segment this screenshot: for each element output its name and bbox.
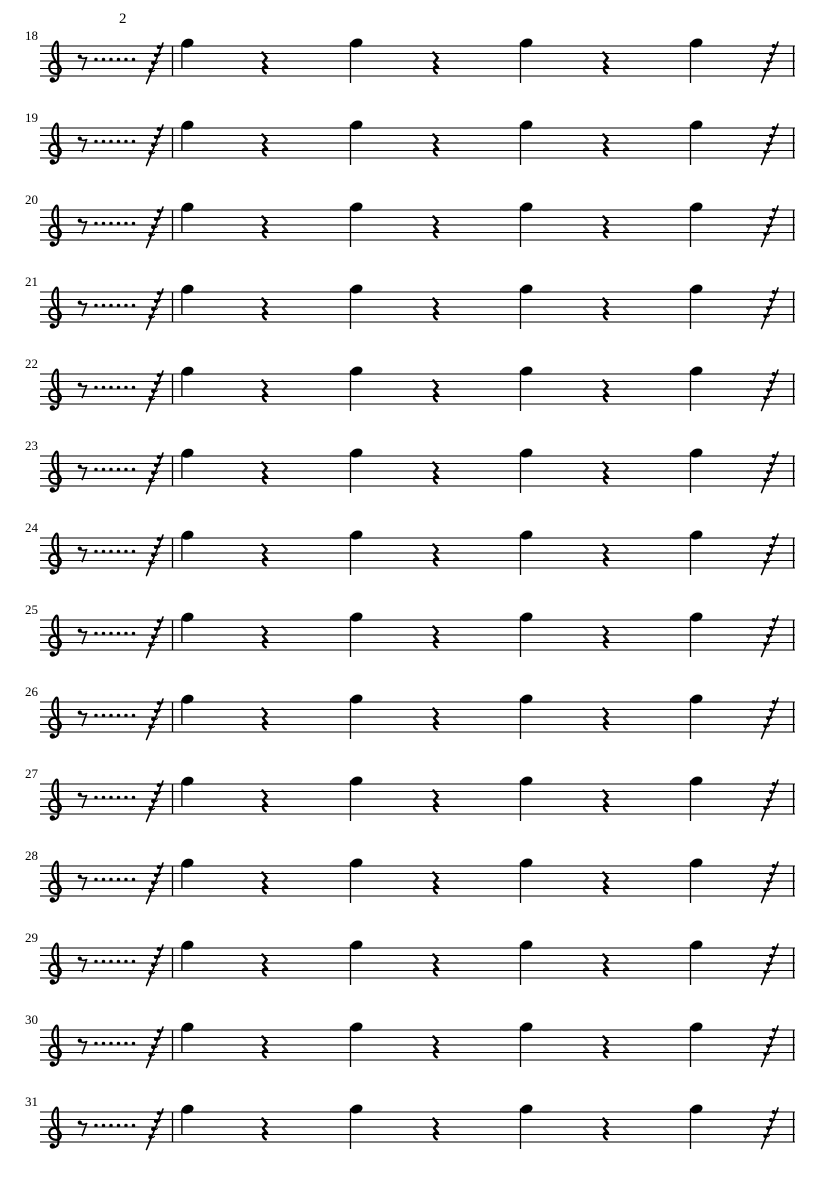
system-number: 31 — [25, 1094, 38, 1109]
staff-system — [0, 436, 835, 512]
staff-notation — [36, 26, 801, 102]
staff-system — [0, 354, 835, 430]
system-number: 21 — [25, 274, 38, 289]
staff-notation — [36, 518, 801, 594]
staff-notation — [36, 190, 801, 266]
system-number: 22 — [25, 356, 38, 371]
system-number: 28 — [25, 848, 38, 863]
staff-notation — [36, 600, 801, 676]
system-number: 18 — [25, 28, 38, 43]
staff-notation — [36, 1010, 801, 1086]
staff-notation — [36, 354, 801, 430]
system-number: 25 — [25, 602, 38, 617]
staff-system — [0, 272, 835, 348]
staff-notation — [36, 682, 801, 758]
system-number: 29 — [25, 930, 38, 945]
page-number: 2 — [119, 11, 127, 27]
staff-system — [0, 518, 835, 594]
staff-system — [0, 1092, 835, 1168]
staff-notation — [36, 436, 801, 512]
staff-notation — [36, 846, 801, 922]
staff-system — [0, 846, 835, 922]
staff-system — [0, 682, 835, 758]
system-number: 30 — [25, 1012, 38, 1027]
staff-notation — [36, 928, 801, 1004]
staff-notation — [36, 272, 801, 348]
system-number: 20 — [25, 192, 38, 207]
staff-system — [0, 26, 835, 102]
system-number: 26 — [25, 684, 38, 699]
staff-system — [0, 764, 835, 840]
staff-system — [0, 600, 835, 676]
staff-notation — [36, 764, 801, 840]
system-number: 27 — [25, 766, 38, 781]
staff-notation — [36, 108, 801, 184]
staff-system — [0, 928, 835, 1004]
system-number: 19 — [25, 110, 38, 125]
staff-notation — [36, 1092, 801, 1168]
staff-system — [0, 190, 835, 266]
system-number: 23 — [25, 438, 38, 453]
staff-system — [0, 108, 835, 184]
system-number: 24 — [25, 520, 38, 535]
staff-system — [0, 1010, 835, 1086]
